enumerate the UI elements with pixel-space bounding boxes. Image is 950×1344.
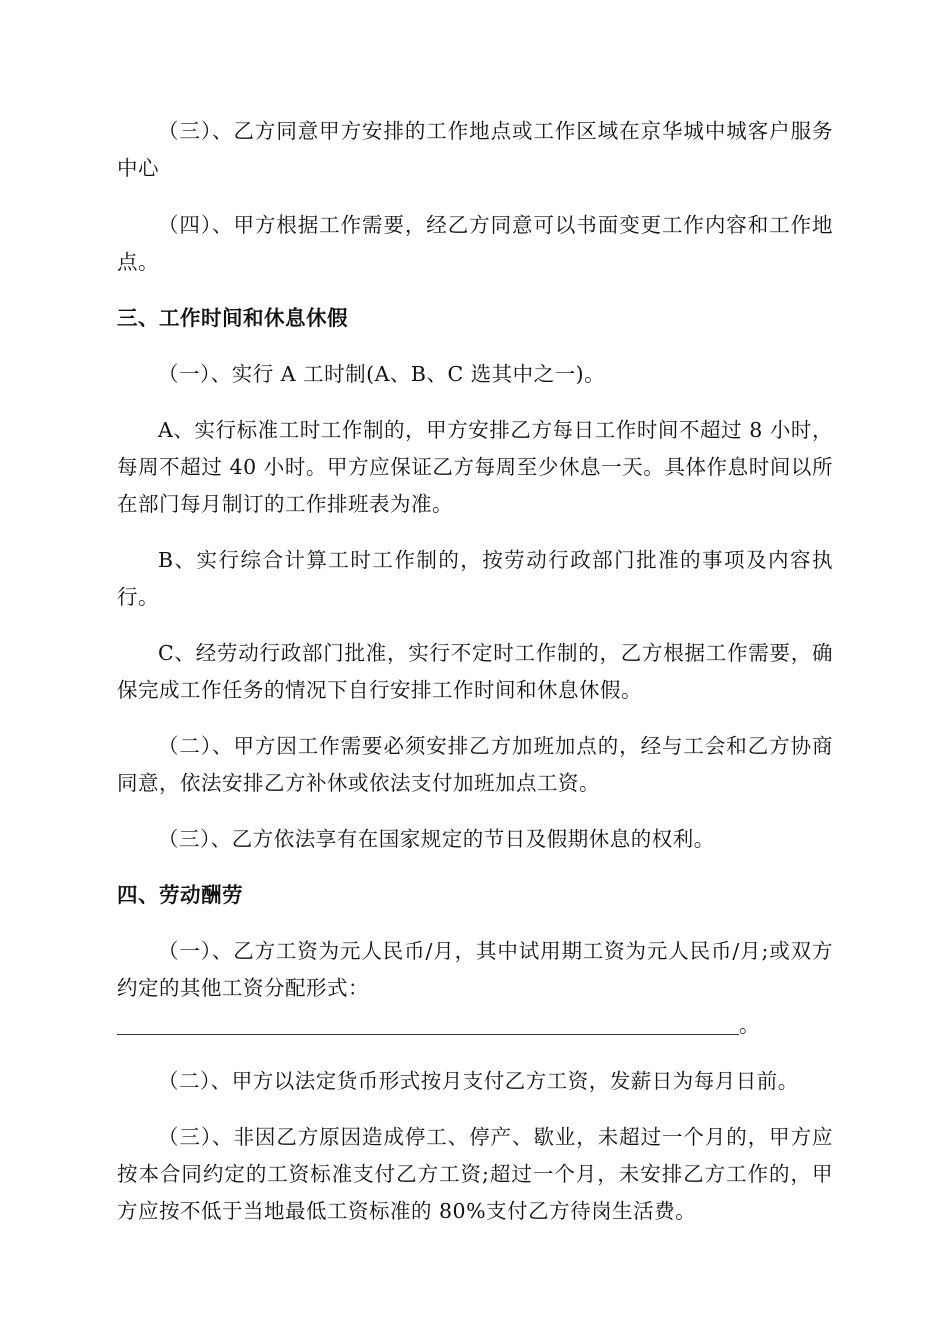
clause-paragraph: A、实行标准工时工作制的，甲方安排乙方每日工作时间不超过 8 小时，每周不超过 40 小时。甲方应保证乙方每周至少休息一天。具体作息时间以所在部门每月制订的工作排班表为准。	[117, 418, 833, 516]
clause-paragraph: （三）、乙方依法享有在国家规定的节日及假期休息的权利。	[158, 827, 715, 851]
clause-paragraph: （一）、实行 A 工时制(A、B、C 选其中之一)。	[158, 362, 606, 386]
document-body	[117, 113, 833, 1230]
clause-paragraph: （二）、甲方以法定货币形式按月支付乙方工资，发薪日为每月日前。	[158, 1069, 799, 1093]
clause-paragraph: B、实行综合计算工时工作制的，按劳动行政部门批准的事项及内容执行。	[117, 548, 833, 609]
clause-paragraph: C、经劳动行政部门批准，实行不定时工作制的，乙方根据工作需要，确保完成工作任务的情况下自行安排工作时间和休息休假。	[117, 641, 833, 702]
clause-paragraph: （四）、甲方根据工作需要，经乙方同意可以书面变更工作内容和工作地点。	[117, 213, 833, 274]
clause-paragraph: （二）、甲方因工作需要必须安排乙方加班加点的，经与工会和乙方协商同意，依法安排乙方补休或依法支付加班加点工资。	[117, 734, 833, 795]
clause-paragraph: （三）、乙方同意甲方安排的工作地点或工作区域在京华城中城客户服务中心	[117, 119, 833, 180]
blank-underline	[117, 1010, 739, 1035]
section-heading: 四、劳动酬劳	[117, 883, 243, 907]
clause-paragraph: （一）、乙方工资为元人民币/月，其中试用期工资为元人民币/月;或双方约定的其他工资分配形式：	[117, 939, 833, 1000]
blank-line-period: 。	[739, 1013, 760, 1037]
clause-paragraph: （三）、非因乙方原因造成停工、停产、歇业，未超过一个月的，甲方应按本合同约定的工资标准支付乙方工资;超过一个月，未安排乙方工作的，甲方应按不低于当地最低工资标准的 80%支付乙方待岗生活费。	[117, 1125, 833, 1223]
fill-in-blank-line	[117, 1007, 833, 1044]
section-heading: 三、工作时间和休息休假	[117, 306, 348, 330]
